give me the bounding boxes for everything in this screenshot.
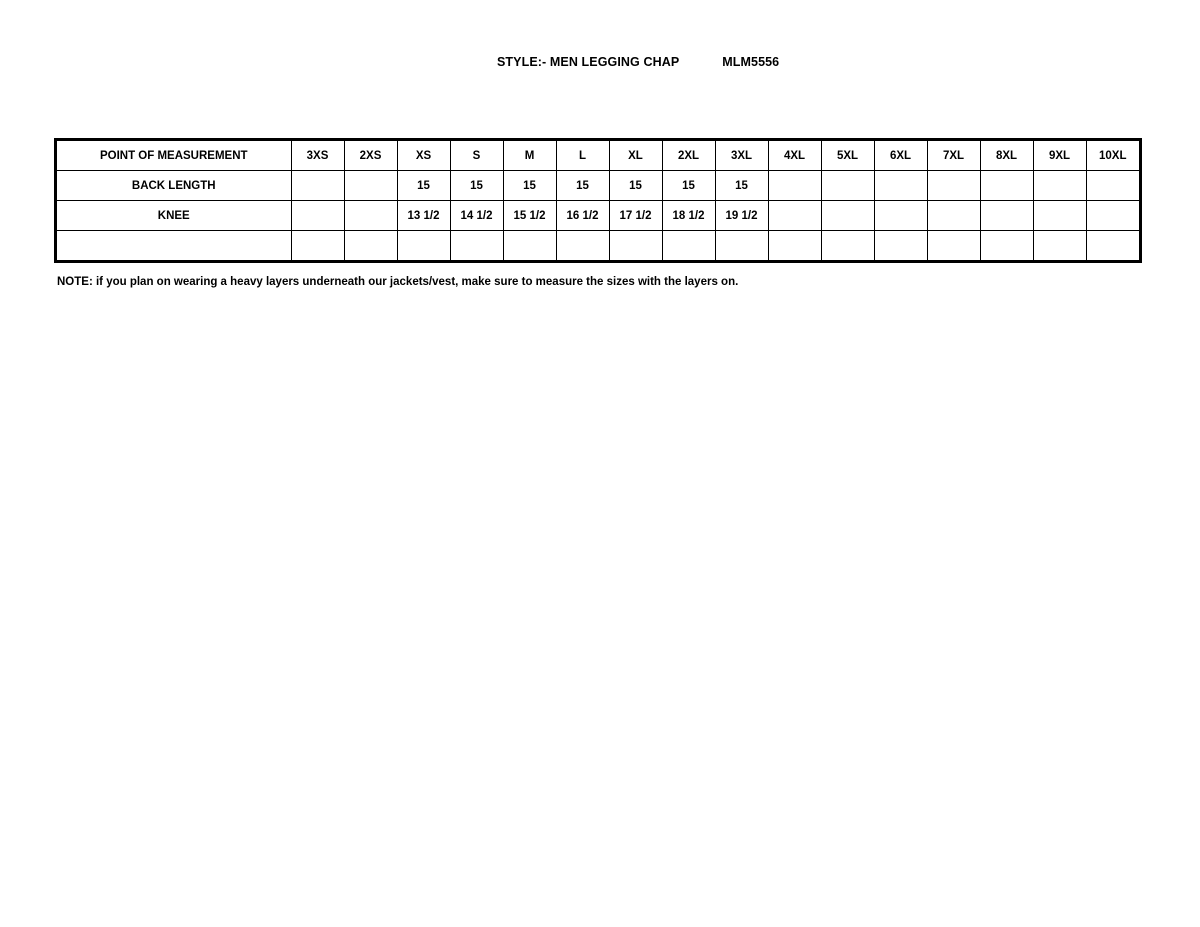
measurement-cell bbox=[927, 201, 980, 231]
measurement-cell: 15 bbox=[715, 171, 768, 201]
column-header-size: XL bbox=[609, 140, 662, 171]
measurement-cell bbox=[927, 231, 980, 262]
measurement-cell bbox=[821, 201, 874, 231]
measurement-cell bbox=[821, 171, 874, 201]
column-header-size: 4XL bbox=[768, 140, 821, 171]
measurement-cell: 15 bbox=[609, 171, 662, 201]
column-header-size: 5XL bbox=[821, 140, 874, 171]
column-header-size: 8XL bbox=[980, 140, 1033, 171]
measurement-cell bbox=[291, 171, 344, 201]
measurement-cell bbox=[397, 231, 450, 262]
measurement-cell bbox=[1033, 171, 1086, 201]
measurement-cell bbox=[344, 231, 397, 262]
column-header-size: 3XS bbox=[291, 140, 344, 171]
measurement-cell bbox=[768, 171, 821, 201]
measurement-cell bbox=[821, 231, 874, 262]
table-row bbox=[56, 171, 1140, 201]
measurement-cell bbox=[1086, 171, 1140, 201]
table-body bbox=[56, 140, 1140, 261]
measurement-cell bbox=[344, 171, 397, 201]
table-row bbox=[56, 231, 1140, 262]
column-header-size: S bbox=[450, 140, 503, 171]
measurement-cell bbox=[874, 171, 927, 201]
measurement-cell bbox=[450, 231, 503, 262]
page-title: STYLE:- MEN LEGGING CHAP bbox=[497, 55, 680, 69]
column-header-size: 9XL bbox=[1033, 140, 1086, 171]
column-header-size: L bbox=[556, 140, 609, 171]
measurement-cell bbox=[1086, 201, 1140, 231]
row-label: BACK LENGTH bbox=[56, 171, 291, 201]
measurement-cell bbox=[344, 201, 397, 231]
measurement-cell bbox=[609, 231, 662, 262]
table-row bbox=[56, 201, 1140, 231]
column-header-size: M bbox=[503, 140, 556, 171]
measurement-cell bbox=[662, 231, 715, 262]
document-title-row bbox=[497, 55, 779, 69]
measurement-cell bbox=[1033, 201, 1086, 231]
measurement-cell bbox=[768, 201, 821, 231]
measurement-cell: 18 1/2 bbox=[662, 201, 715, 231]
row-label: KNEE bbox=[56, 201, 291, 231]
row-label bbox=[56, 231, 291, 262]
measurement-cell bbox=[768, 231, 821, 262]
measurement-cell bbox=[503, 231, 556, 262]
measurement-cell: 15 bbox=[662, 171, 715, 201]
size-chart-table bbox=[55, 139, 1141, 262]
measurement-cell: 19 1/2 bbox=[715, 201, 768, 231]
table-header-row bbox=[56, 140, 1140, 171]
measurement-cell: 15 1/2 bbox=[503, 201, 556, 231]
column-header-size: 7XL bbox=[927, 140, 980, 171]
measurement-cell bbox=[291, 201, 344, 231]
measurement-cell: 17 1/2 bbox=[609, 201, 662, 231]
column-header-size: 2XS bbox=[344, 140, 397, 171]
measurement-cell bbox=[980, 201, 1033, 231]
measurement-cell bbox=[715, 231, 768, 262]
measurement-cell: 15 bbox=[556, 171, 609, 201]
measurement-cell bbox=[874, 201, 927, 231]
measurement-cell bbox=[291, 231, 344, 262]
measurement-cell bbox=[980, 171, 1033, 201]
size-chart-wrapper bbox=[55, 139, 1141, 262]
measurement-cell bbox=[874, 231, 927, 262]
measurement-cell bbox=[1086, 231, 1140, 262]
measurement-cell: 13 1/2 bbox=[397, 201, 450, 231]
measurement-cell bbox=[980, 231, 1033, 262]
column-header-size: 6XL bbox=[874, 140, 927, 171]
measurement-cell bbox=[927, 171, 980, 201]
note-text: NOTE: if you plan on wearing a heavy layers underneath our jackets/vest, make sure to measure the sizes with the layers on. bbox=[57, 276, 739, 288]
column-header-point-of-measurement: POINT OF MEASUREMENT bbox=[56, 140, 291, 171]
measurement-cell: 15 bbox=[503, 171, 556, 201]
measurement-cell bbox=[556, 231, 609, 262]
style-code: MLM5556 bbox=[722, 55, 780, 69]
column-header-size: XS bbox=[397, 140, 450, 171]
measurement-cell: 14 1/2 bbox=[450, 201, 503, 231]
measurement-cell bbox=[1033, 231, 1086, 262]
column-header-size: 3XL bbox=[715, 140, 768, 171]
measurement-cell: 16 1/2 bbox=[556, 201, 609, 231]
measurement-cell: 15 bbox=[450, 171, 503, 201]
measurement-cell: 15 bbox=[397, 171, 450, 201]
column-header-size: 10XL bbox=[1086, 140, 1140, 171]
column-header-size: 2XL bbox=[662, 140, 715, 171]
